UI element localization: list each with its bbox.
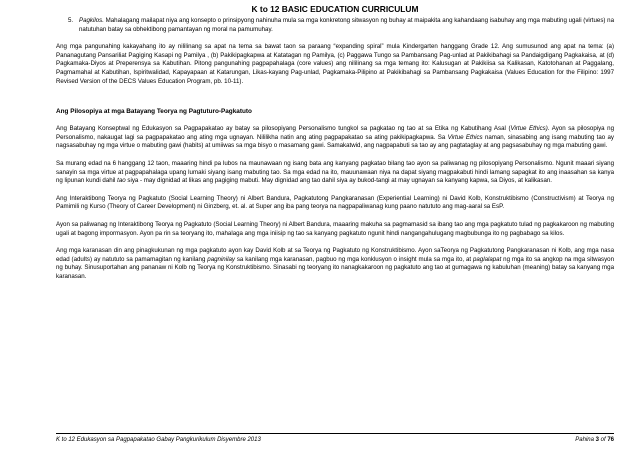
- paragraph-personalismo: [56, 125, 614, 151]
- text-run: Ang Batayang Konseptwal ng Edukasyon sa Pagpapakatao ay batay sa pilosopiyang Personalismo tungkol sa pagkatao ng tao at sa Etika ng Kabutihang Asal (: [56, 125, 511, 133]
- text-run: siya - may dignidad at likas ang pagiging mabuti. May dignidad ang tao dahil siya ay bukod-tangi at may ugnayan sa kanyang kapwa, sa Diyos, at kalikasan.: [125, 177, 553, 185]
- list-item-number: 5.: [68, 17, 74, 24]
- text-run-italic: Virtue Ethics).: [510, 125, 550, 133]
- text-run: Sa murang edad na 6 hanggang 12 taon, maaaring hindi pa lubos na maunawaan ng isang bata ang kanyang pagkatao bilang tao ayon sa paliwanag ng pilosopiyang Personalismo. Ngunit maaari siyang sanayin sa mga virtue at pagpapahalaga upang lumaki siyang isang mabuting tao. Sa mga edad na ito, mauunawaan niya na dapat siyang magpakabuti hindi lamang sapagkat ito ang inaasahan sa kanya ng lipunan kundi dahil: [56, 159, 614, 185]
- section-heading: Ang Pilosopiya at mga Batayang Teorya ng Pagtuturo-Pagkatuto: [56, 108, 252, 116]
- page-header-title: K to 12 BASIC EDUCATION CURRICULUM: [251, 4, 419, 14]
- footer-page-current: 3: [595, 437, 599, 443]
- list-item-term: Pagkilos.: [79, 17, 104, 24]
- page-footer: [56, 433, 614, 444]
- paragraph-interaktibong-teorya: Ang Interaktibong Teorya ng Pagkatuto (Social Learning Theory) ni Albert Bandura, Pagkatutong Pangkaranasan (Experiential Learning) ni David Kolb, Konstruktibismo (Constructivism) at Teorya ng Pamimili ng Kurso (Theory of Career Development) ni Ginzberg, et. al. at Super ang iba pang teorya na nagpapaliwanag kung paano natututo ang mag-aaral sa EsP.: [56, 194, 614, 211]
- text-run: Ang mga karanasan din ang pinagkukunan ng mga pagkatuto ayon kay David Kolb at sa Teorya ng Pagkatuto ng Konstruktibismo. Ayon saTeorya ng Pagkatutong Pangkaranasan ni Kolb, ang mga nasa edad (adults) ay natututo sa pamamagitan ng kanilang: [56, 247, 614, 263]
- paragraph-bandura: Ayon sa paliwanag ng Interaktibong Teorya ng Pagkatuto (Social Learning Theory) ni Albert Bandura, maaaring makuha sa pagmamasid sa ibang tao ang mga pagkatuto tulad ng pagkakaroon ng mabuting ugali at bagong impormasyon. Ayon pa rin sa teoryang ito, mahalaga ang mga iniisip ng tao sa kanyang pagkatuto ngunit hindi nangangahulugang magbubunga ito ng pagbabago sa kilos.: [56, 220, 614, 237]
- text-run-italic: tao: [117, 177, 126, 185]
- text-run: ng mga ito sa angkop na mga sitwasyon ng buhay. Sinusuportahan ang pananaw ni Kolb ng Teorya ng Konstruktibismo. Sinasabi ng teoryang ito nanagkakaroon ng pagkatuto ang tao at gumagawa ng kabuluhan (meaning) batay sa kanyang mga karanasan.: [56, 255, 614, 280]
- footer-page-number: [575, 436, 614, 444]
- text-run: naman, sinasabing ang isang mabuting tao ay nagsasabuhay ng mga virtue o mabuting gawi (habits) at umiiwas sa mga bisyo o masamang gawi. Samakatwid, ang nagpapabuti sa tao ay ang pagtataglay at ang pagsasabuhay ng mga mabuting gawi.: [56, 133, 614, 150]
- footer-page-prefix: Pahina: [575, 437, 596, 443]
- footer-page-of: of: [598, 437, 608, 443]
- paragraph-kolb: [56, 247, 614, 281]
- footer-title: K to 12 Edukasyon sa Pagpapakatao Gabay Pangkurikulum Disyembre 2013: [56, 437, 261, 443]
- text-run: sa kanilang mga karanasan, pagbuo ng mga konklusyon o insight mula sa mga ito, at: [234, 255, 473, 263]
- list-item-text: [79, 17, 614, 34]
- list-item-pagkilos: [68, 17, 614, 34]
- paragraph-themes: Ang mga pangunahing kakayahang ito ay nililinang sa apat na tema sa bawat taon sa paraang “expanding spiral” mula Kindergarten hanggang Grade 12. Ang sumusunod ang apat na tema: (a) Pananagutang Pansariliat Pagiging Kasapi ng Pamilya , (b) Pakikipagkapwa at Katatagan ng Pamilya, (c) Paggawa Tungo sa Pambansang Pag-unlad at Pakikibahagi sa Pandaigdigang Pagkakaisa, at (d) Pagkamaka-Diyos at Preperensya sa Kabutihan. Pitong pangunahing pagpapahalaga (core values) ang nililinang sa mga temang ito: Kalusugan at Pakikiisa sa Kalikasan, Katotohanan at Paggalang, Pagmamahal at Kabutihan, Ispiritwalidad, Kapayapaan at Katarungan, Likas-kayang Pag-unlad, Pagkamaka-Pilipino at Pakikibahagi sa Pambansang Pagkakaisa (Values Education for the Filipino: 1997 Revised Version of the DECS Values Education Program, pb. 10-11).: [56, 43, 614, 85]
- footer-page-total: 76: [607, 437, 614, 443]
- text-run-italic: pagninilay: [207, 255, 235, 263]
- text-run-italic: Virtue Ethics: [447, 133, 483, 141]
- paragraph-murang-edad: [56, 160, 614, 186]
- text-run: Ayon sa pilosopiya ng Personalismo, nakaugat lagi sa pagpapakatao ang ating mga ugnayan. Nililikha natin ang ating pagpapakatao sa ating pakikipagkapwa. Sa: [56, 125, 615, 141]
- text-run-italic: paglalapat: [472, 255, 502, 263]
- list-item-body: Mahalagang mailapat niya ang konsepto o prinsipyong nahinuha mula sa mga konkretong sitwasyon ng buhay at maipakita ang kahandaang isabuhay ang mga mabuting ugali (virtues) na natutuhan batay sa obhektibong pamantayan ng moral na pamumuhay.: [79, 17, 614, 33]
